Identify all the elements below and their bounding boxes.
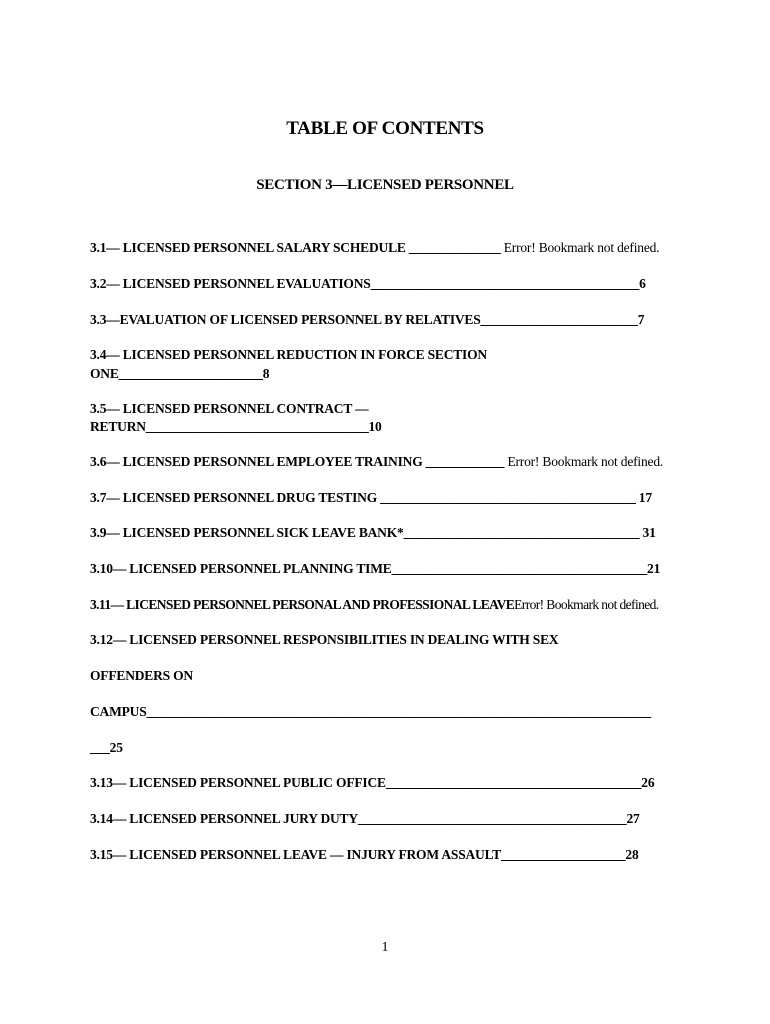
toc-entry-continued[interactable]: [90, 739, 123, 757]
toc-entry[interactable]: [90, 346, 487, 364]
toc-entry-text: RETURN__________________________________10: [90, 419, 382, 434]
toc-entry-text: 3.10— LICENSED PERSONNEL PLANNING TIME_______________________________________21: [90, 561, 661, 576]
toc-entry[interactable]: [90, 596, 659, 614]
toc-entry-text: 3.14— LICENSED PERSONNEL JURY DUTY_________________________________________27: [90, 811, 640, 826]
toc-entry-error: Error! Bookmark not defined.: [514, 597, 659, 612]
toc-entry-text: 3.4— LICENSED PERSONNEL REDUCTION IN FORCE SECTION: [90, 347, 487, 362]
toc-entry[interactable]: [90, 846, 639, 864]
toc-entry-text: CAMPUS_____________________________________________________________________________: [90, 704, 651, 719]
toc-entry[interactable]: [90, 810, 640, 828]
toc-entry-continued[interactable]: [90, 365, 269, 383]
toc-entry-continued[interactable]: [90, 418, 382, 436]
toc-entry-text: 3.12— LICENSED PERSONNEL RESPONSIBILITIES IN DEALING WITH SEX: [90, 632, 559, 647]
toc-entry[interactable]: [90, 239, 659, 257]
toc-entry-error: Error! Bookmark not defined.: [504, 454, 664, 469]
toc-entry[interactable]: [90, 631, 558, 649]
toc-entry[interactable]: [90, 560, 660, 578]
section-heading: SECTION 3—LICENSED PERSONNEL: [256, 177, 514, 193]
toc-entry[interactable]: [90, 275, 646, 293]
toc-entry-text: 3.9— LICENSED PERSONNEL SICK LEAVE BANK*____________________________________ 31: [90, 525, 656, 540]
toc-entry-text: 3.3—EVALUATION OF LICENSED PERSONNEL BY RELATIVES________________________7: [90, 312, 645, 327]
toc-entry-text: OFFENDERS ON: [90, 668, 193, 683]
toc-entry-text: 3.2— LICENSED PERSONNEL EVALUATIONS_________________________________________6: [90, 276, 646, 291]
toc-entry-text: 3.15— LICENSED PERSONNEL LEAVE — INJURY FROM ASSAULT___________________28: [90, 847, 639, 862]
toc-entry-text: 3.1— LICENSED PERSONNEL SALARY SCHEDULE ______________: [90, 240, 501, 255]
toc-entry[interactable]: [90, 453, 663, 471]
toc-entry[interactable]: [90, 311, 644, 329]
toc-entry[interactable]: [90, 524, 656, 542]
toc-entry-text: 3.13— LICENSED PERSONNEL PUBLIC OFFICE_______________________________________26: [90, 775, 655, 790]
page-number: 1: [381, 940, 389, 955]
toc-entry[interactable]: [90, 400, 368, 418]
page-title: TABLE OF CONTENTS: [286, 118, 484, 139]
toc-entry-continued[interactable]: [90, 703, 651, 721]
toc-entry-text: 3.7— LICENSED PERSONNEL DRUG TESTING _______________________________________ 17: [90, 490, 652, 505]
toc-entry-error: Error! Bookmark not defined.: [500, 240, 660, 255]
toc-entry-text: 3.5— LICENSED PERSONNEL CONTRACT —: [90, 401, 369, 416]
toc-entry-text: ___25: [90, 740, 123, 755]
toc-entry-text: ONE______________________8: [90, 366, 270, 381]
toc-entry[interactable]: [90, 489, 652, 507]
toc-entry-text: 3.6— LICENSED PERSONNEL EMPLOYEE TRAINING ____________: [90, 454, 505, 469]
toc-entry-text: 3.11— LICENSED PERSONNEL PERSONAL AND PROFESSIONAL LEAVE: [90, 597, 515, 612]
toc-entry-continued[interactable]: [90, 667, 193, 685]
toc-entry[interactable]: [90, 774, 654, 792]
